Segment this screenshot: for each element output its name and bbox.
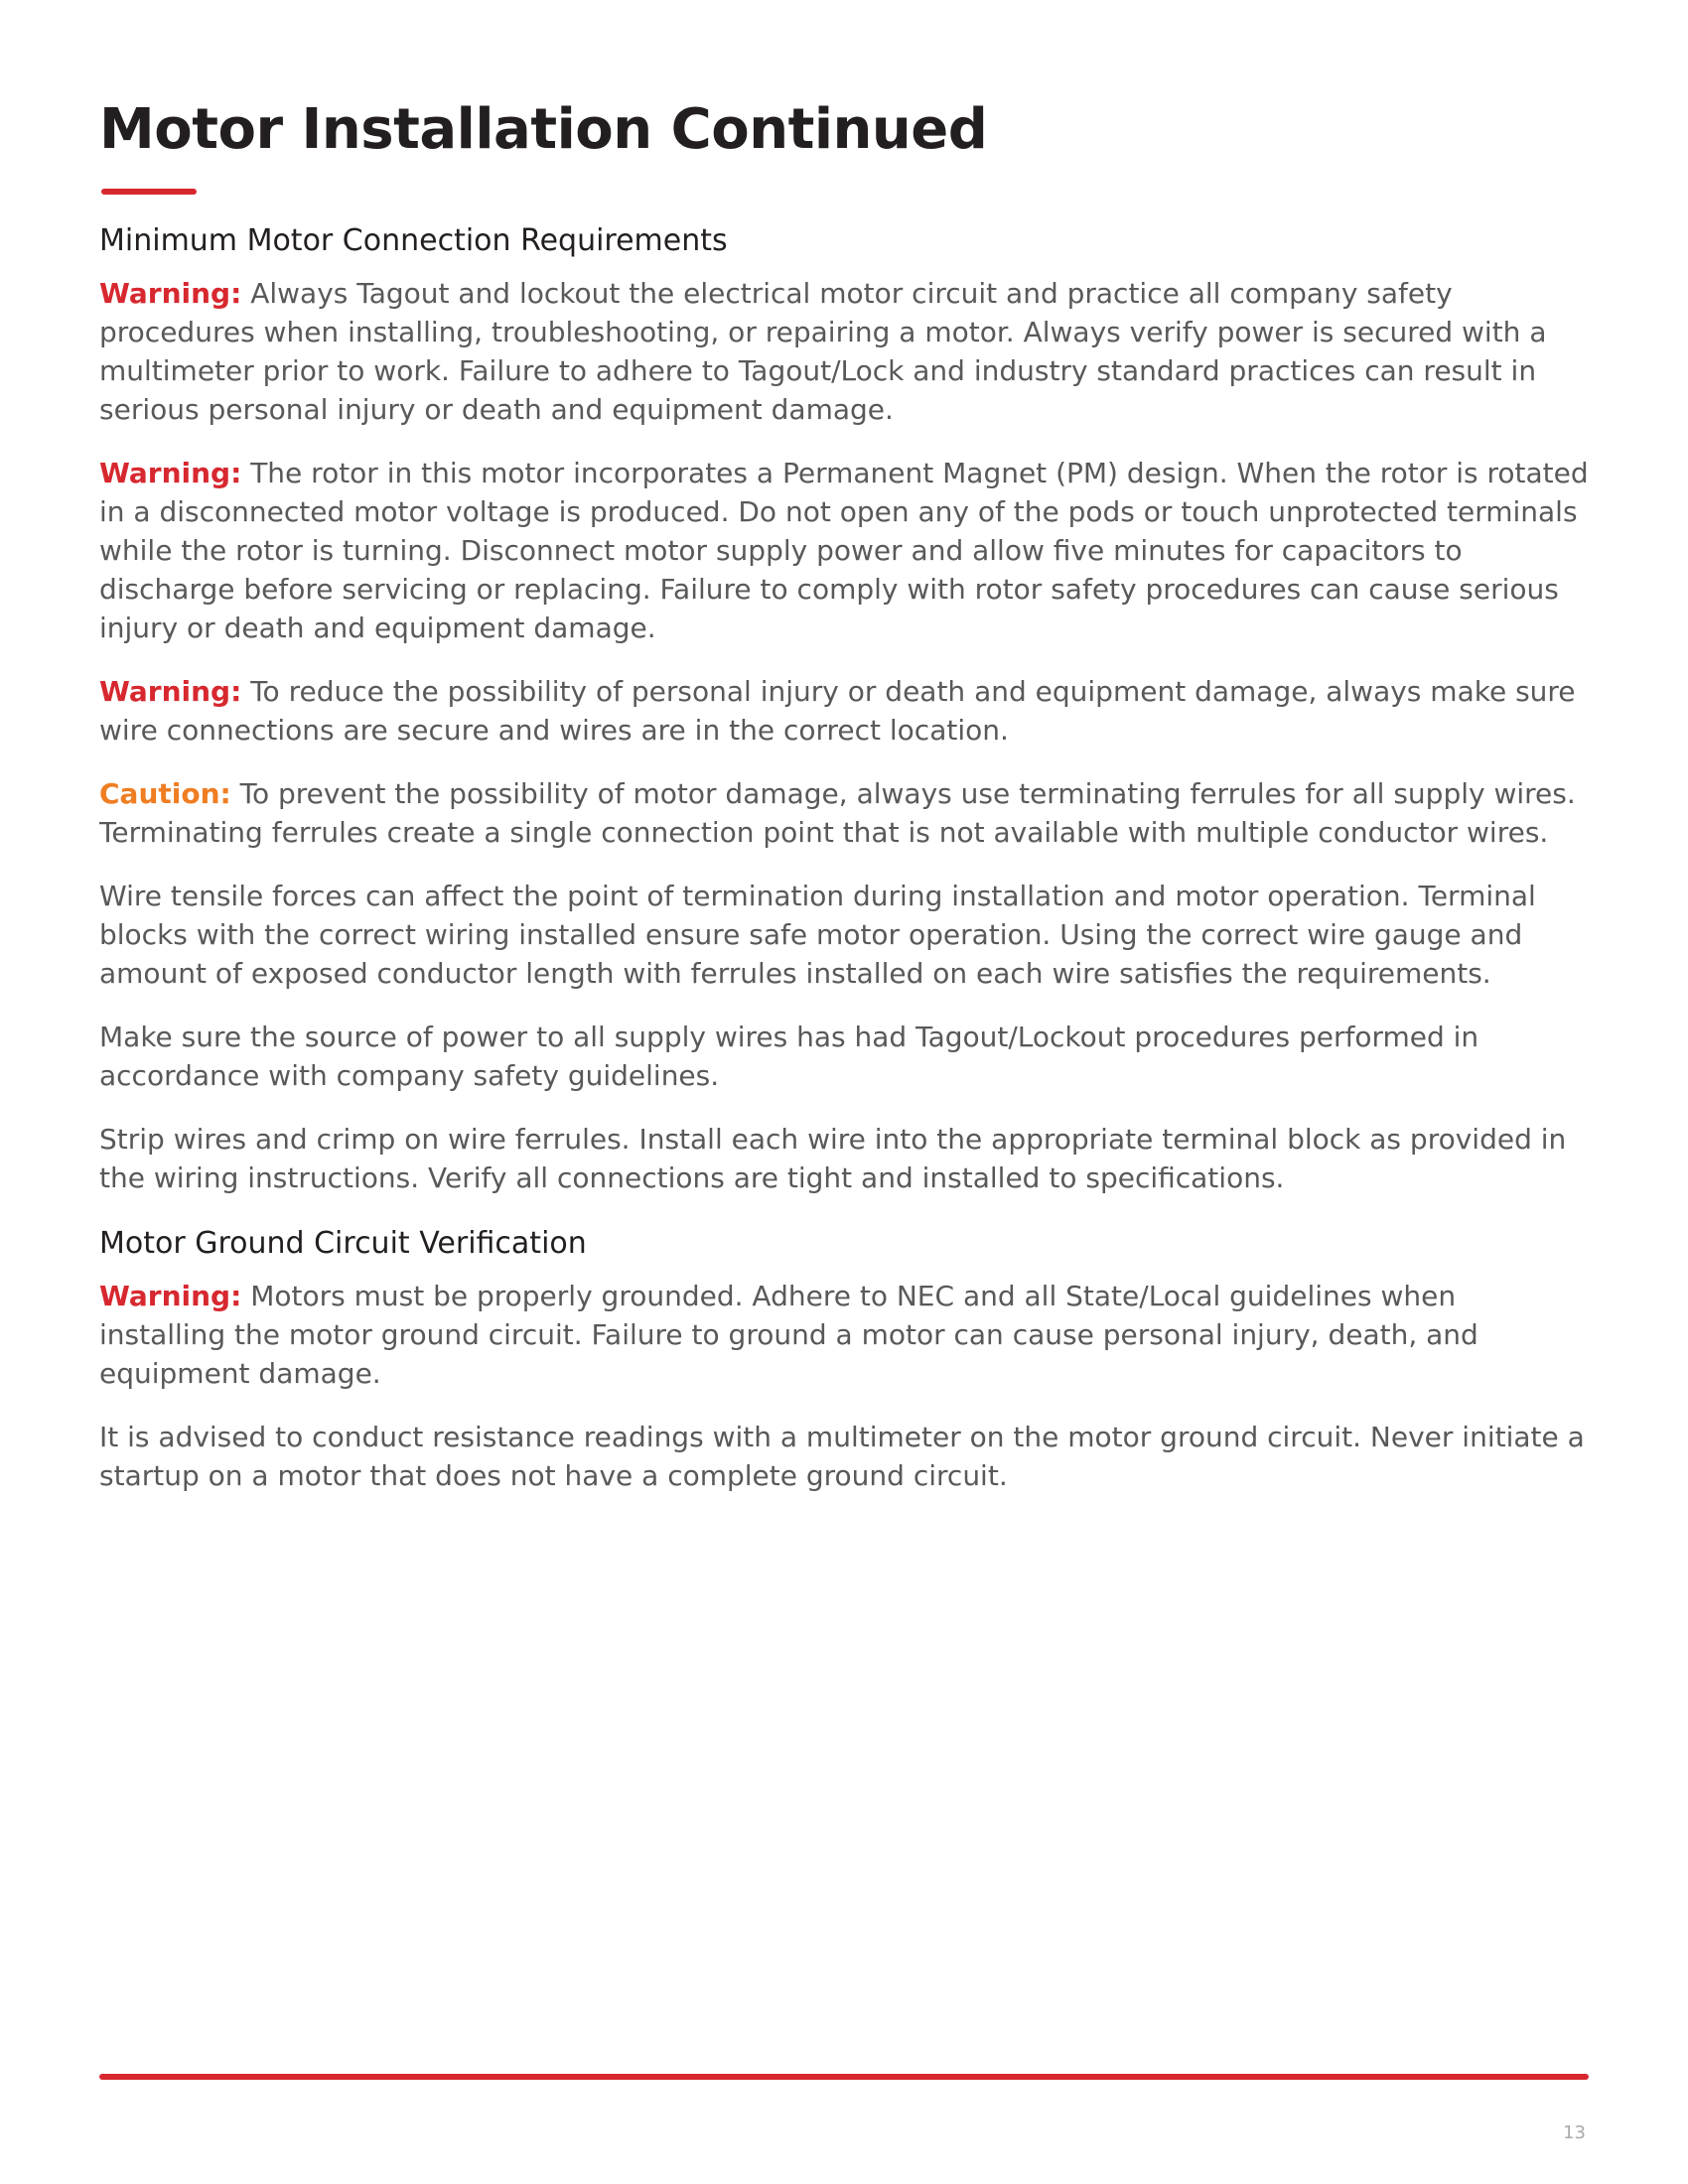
document-page [99, 0, 1589, 2184]
warning-label: Warning: [99, 1280, 242, 1312]
footer-rule [99, 2074, 1589, 2080]
warning-label: Warning: [99, 457, 242, 489]
page-content [99, 220, 1589, 1520]
paragraph-text: To prevent the possibility of motor damage, always use terminating ferrules for all supply wires. Terminating ferrules create a single connection point that is not available with multiple conductor wires. [99, 777, 1576, 849]
warning-paragraph-tagout [99, 274, 1589, 429]
warning-paragraph-wire-connections [99, 672, 1589, 750]
caution-label: Caution: [99, 777, 231, 810]
page-number: 13 [1563, 2122, 1586, 2143]
paragraph-wire-tensile: Wire tensile forces can affect the point of termination during installation and motor operation. Terminal blocks with the correct wiring installed ensure safe motor operation. Using the correct wire gauge and amount of exposed conductor length with ferrules installed on each wire satisfies the requirements. [99, 880, 1536, 990]
section-heading-connection-requirements: Minimum Motor Connection Requirements [99, 223, 728, 258]
paragraph-text: The rotor in this motor incorporates a Permanent Magnet (PM) design. When the rotor is rotated in a disconnected motor voltage is produced. Do not open any of the pods or touch unprotected terminals while the rotor is turning. Disconnect motor supply power and allow five minutes for capacitors to discharge before servicing or replacing. Failure to comply with rotor safety procedures can cause serious injury or death and equipment damage. [99, 457, 1589, 644]
paragraph-text: To reduce the possibility of personal injury or death and equipment damage, always make sure wire connections are secure and wires are in the correct location. [99, 675, 1576, 747]
warning-label: Warning: [99, 277, 242, 310]
paragraph-strip-wires: Strip wires and crimp on wire ferrules. Install each wire into the appropriate terminal block as provided in the wiring instructions. Verify all connections are tight and installed to specifications. [99, 1123, 1567, 1194]
section-heading-ground-verification: Motor Ground Circuit Verification [99, 1226, 587, 1261]
caution-paragraph-ferrules [99, 774, 1589, 852]
paragraph-text: Motors must be properly grounded. Adhere to NEC and all State/Local guidelines when installing the motor ground circuit. Failure to ground a motor can cause personal injury, death, and equipment damage. [99, 1280, 1478, 1390]
paragraph-text: Always Tagout and lockout the electrical motor circuit and practice all company safety procedures when installing, troubleshooting, or repairing a motor. Always verify power is secured with a multimeter prior to work. Failure to adhere to Tagout/Lock and industry standard practices can result in serious personal injury or death and equipment damage. [99, 277, 1547, 426]
warning-paragraph-rotor [99, 454, 1589, 647]
paragraph-resistance-readings: It is advised to conduct resistance readings with a multimeter on the motor ground circuit. Never initiate a startup on a motor that does not have a complete ground circuit. [99, 1421, 1585, 1492]
warning-paragraph-grounding [99, 1277, 1589, 1393]
warning-label: Warning: [99, 675, 242, 708]
page-title: Motor Installation Continued [99, 97, 988, 162]
paragraph-power-source: Make sure the source of power to all supply wires has had Tagout/Lockout procedures performed in accordance with company safety guidelines. [99, 1021, 1479, 1092]
title-underline [101, 189, 197, 195]
